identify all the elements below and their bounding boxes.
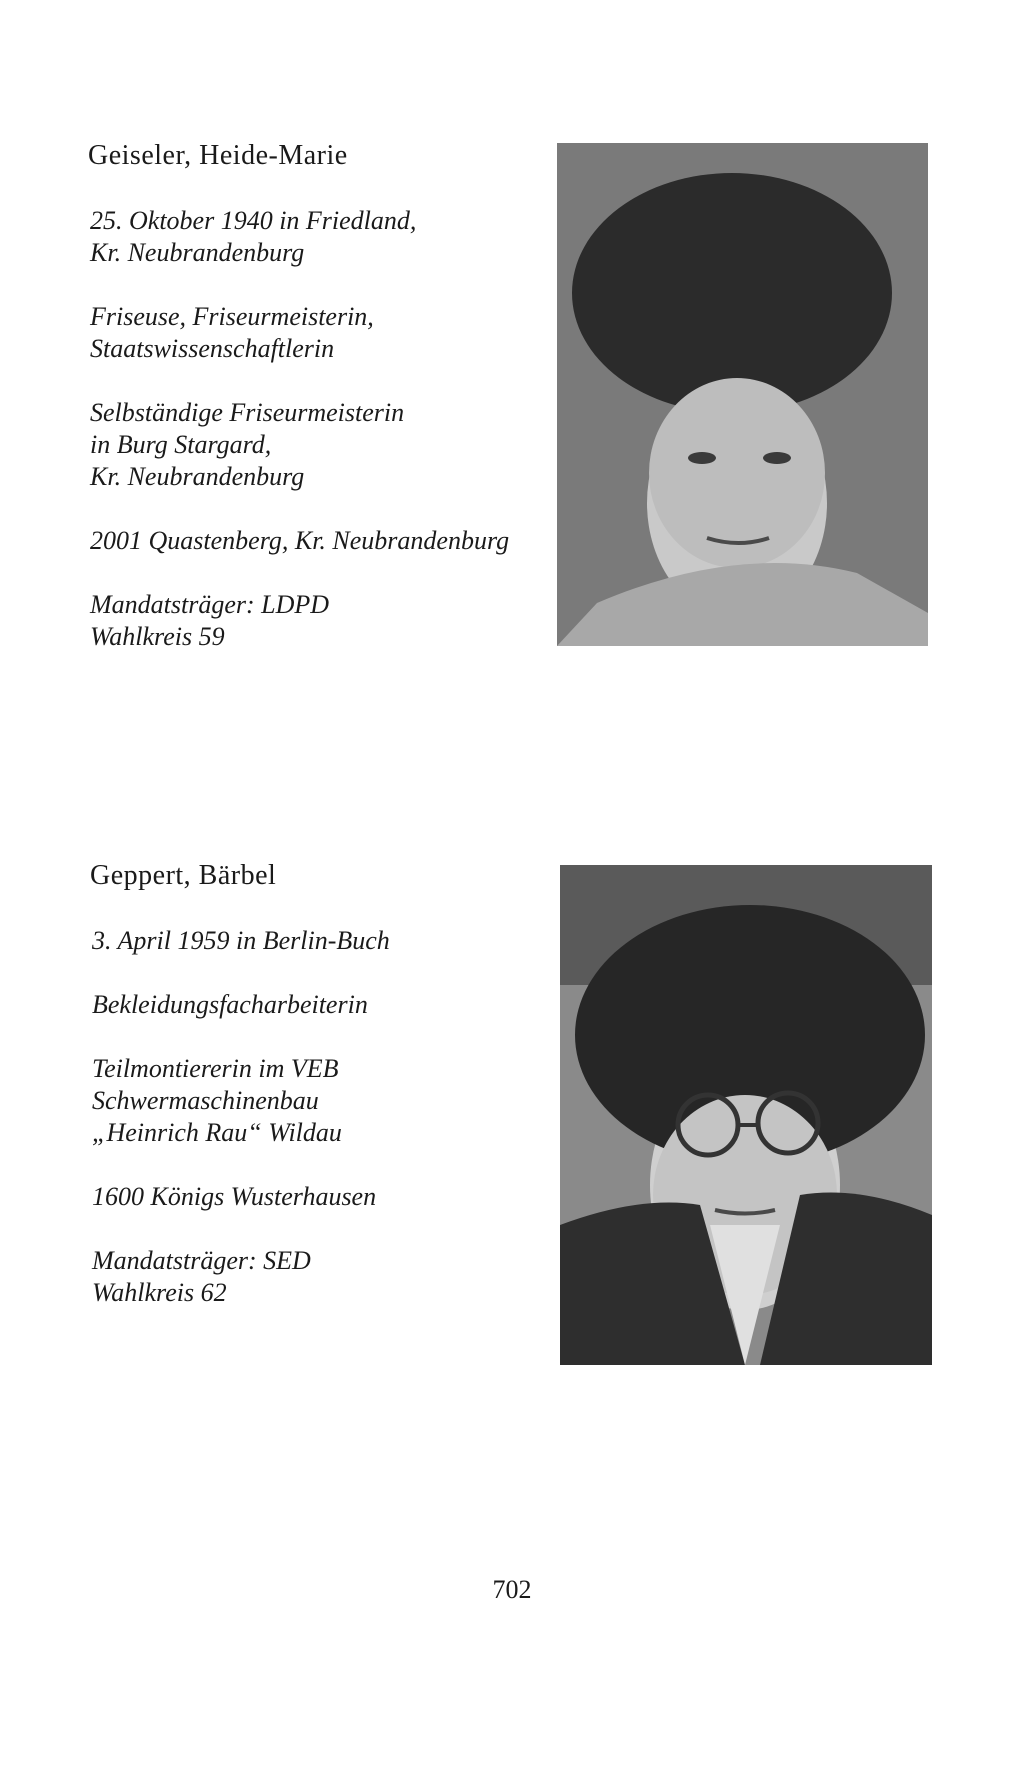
position-line-1: Selbständige Friseurmeisterin [90, 398, 405, 427]
mandate-line-2: Wahlkreis 59 [90, 622, 225, 651]
address-line: 1600 Königs Wusterhausen [92, 1182, 377, 1211]
entry-geiseler [0, 0, 1024, 700]
portrait-photo [560, 865, 932, 1365]
position-line-2: in Burg Stargard, [90, 430, 272, 459]
profession-line-1: Bekleidungsfacharbeiterin [92, 990, 368, 1019]
entry-geppert [0, 740, 1024, 1440]
portrait-photo [557, 143, 928, 646]
mandate-line-2: Wahlkreis 62 [92, 1278, 227, 1307]
position-line-2: Schwermaschinenbau [92, 1086, 319, 1115]
address-line: 2001 Quastenberg, Kr. Neubrandenburg [90, 526, 510, 555]
profession-line-2: Staatswissenschaftlerin [90, 334, 335, 363]
mandate-line-1: Mandatsträger: SED [92, 1246, 311, 1275]
profession-line-1: Friseuse, Friseurmeisterin, [90, 302, 374, 331]
portrait-image [557, 143, 928, 646]
birth-line-2: Kr. Neubrandenburg [90, 238, 305, 267]
entry-name: Geppert, Bärbel [90, 860, 277, 891]
birth-line-1: 25. Oktober 1940 in Friedland, [90, 206, 417, 235]
birth-line-1: 3. April 1959 in Berlin-Buch [92, 926, 390, 955]
page-number: 702 [492, 1575, 532, 1604]
position-line-3: Kr. Neubrandenburg [90, 462, 305, 491]
mandate-line-1: Mandatsträger: LDPD [90, 590, 330, 619]
position-line-3: „Heinrich Rau“ Wildau [92, 1118, 342, 1147]
position-line-1: Teilmontiererin im VEB [92, 1054, 339, 1083]
portrait-image [560, 865, 932, 1365]
entry-name: Geiseler, Heide-Marie [88, 140, 348, 171]
